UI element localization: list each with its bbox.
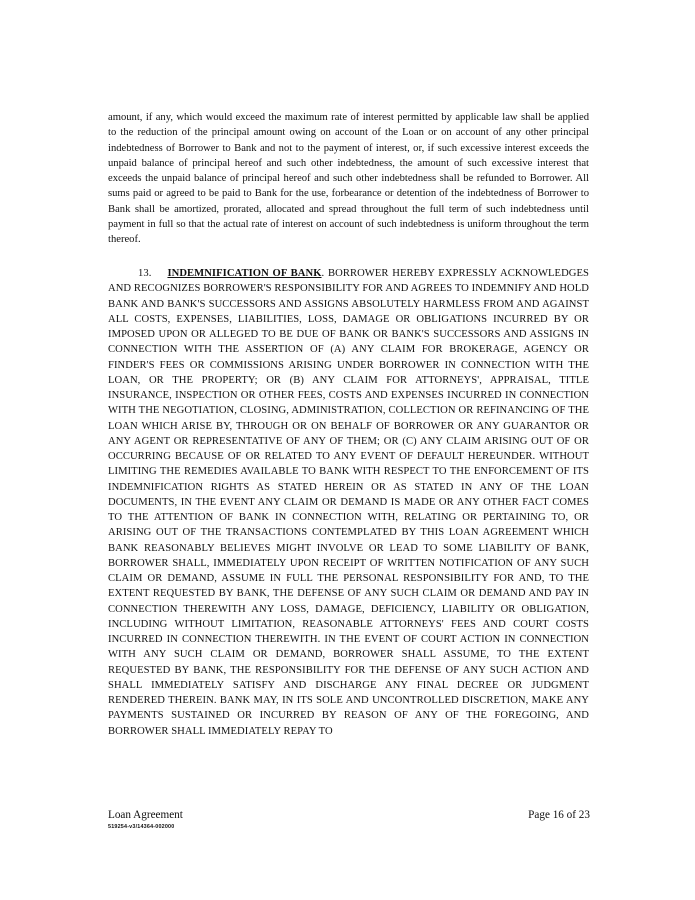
section-13-paragraph xyxy=(108,266,589,739)
section-title: INDEMNIFICATION OF BANK xyxy=(167,268,322,279)
continued-paragraph: amount, if any, which would exceed the maximum rate of interest permitted by applicable law shall be applied to the reduction of the principal amount owing on account of the Loan or on account of any other principal indebtedness of Borrower to Bank and not to the payment of interest, or, if such excessive interest exceeds the unpaid balance of principal hereof and such other indebtedness, the amount of such excessive interest that exceeds the unpaid balance of principal hereof and such other indebtedness shall be refunded to Borrower. All sums paid or agreed to be paid to Bank for the use, forbearance or detention of the indebtedness of Borrower to Bank shall be amortized, prorated, allocated and spread throughout the full term of such indebtedness until payment in full so that the actual rate of interest on account of such indebtedness is uniform throughout the term thereof. xyxy=(108,112,589,246)
section-body: BORROWER HEREBY EXPRESSLY ACKNOWLEDGES AND RECOGNIZES BORROWER'S RESPONSIBILITY FOR AND AGREES TO INDEMNIFY AND HOLD BANK AND BANK'S SUCCESSORS AND ASSIGNS ABSOLUTELY HARMLESS FROM AND AGAINST ALL COSTS, EXPENSES, LIABILITIES, LOSS, DAMAGE OR OBLIGATIONS INCURRED BY OR IMPOSED UPON OR ALLEGED TO BE DUE OF BANK OR BANK'S SUCCESSORS AND ASSIGNS IN CONNECTION WITH THE ASSERTION OF (A) ANY CLAIM FOR BROKERAGE, AGENCY OR FINDER'S FEES OR COMMISSIONS ARISING UNDER BORROWER IN CONNECTION WITH THE LOAN, OR THE PROPERTY; OR (B) ANY CLAIM FOR ATTORNEYS', APPRAISAL, TITLE INSURANCE, INSPECTION OR OTHER FEES, COSTS AND EXPENSES INCURRED IN CONNECTION WITH THE NEGOTIATION, CLOSING, ADMINISTRATION, COLLECTION OR REFINANCING OF THE LOAN WHICH ARISE BY, THROUGH OR ON BEHALF OF BORROWER OR ANY GUARANTOR OR ANY AGENT OR REPRESENTATIVE OF ANY OF THEM; OR (C) ANY CLAIM ARISING OUT OF OR OCCURRING BECAUSE OF OR RELATED TO ANY EVENT OF DEFAULT HEREUNDER. WITHOUT LIMITING THE REMEDIES AVAILABLE TO BANK WITH RESPECT TO THE ENFORCEMENT OF ITS INDEMNIFICATION RIGHTS AS STATED HEREIN OR AS STATED IN ANY OF THE LOAN DOCUMENTS, IN THE EVENT ANY CLAIM OR DEMAND IS MADE OR ANY OTHER FACT COMES TO THE ATTENTION OF BANK IN CONNECTION WITH, RELATING OR PERTAINING TO, OR ARISING OUT OF THE TRANSACTIONS CONTEMPLATED BY THIS LOAN AGREEMENT WHICH BANK REASONABLY BELIEVES MIGHT INVOLVE OR LEAD TO SOME LIABILITY OF BANK, BORROWER SHALL, IMMEDIATELY UPON RECEIPT OF WRITTEN NOTIFICATION OF ANY SUCH CLAIM OR DEMAND, ASSUME IN FULL THE PERSONAL RESPONSIBILITY FOR AND, TO THE EXTENT REQUESTED BY BANK, THE DEFENSE OF ANY SUCH CLAIM OR DEMAND AND PAY IN CONNECTION THEREWITH ANY LOSS, DAMAGE, DEFICIENCY, LIABILITY OR OBLIGATION, INCLUDING WITHOUT LIMITATION, REASONABLE ATTORNEYS' FEES AND COURT COSTS INCURRED IN CONNECTION THEREWITH. IN THE EVENT OF COURT ACTION IN CONNECTION WITH ANY SUCH CLAIM OR DEMAND, BORROWER SHALL ASSUME, TO THE EXTENT REQUESTED BY BANK, THE RESPONSIBILITY FOR THE DEFENSE OF ANY SUCH ACTION AND SHALL IMMEDIATELY SATISFY AND DISCHARGE ANY FINAL DECREE OR JUDGMENT RENDERED THEREIN. BANK MAY, IN ITS SOLE AND UNCONTROLLED DISCRETION, MAKE ANY PAYMENTS SUSTAINED OR INCURRED BY REASON OF ANY OF THE FOREGOING, AND BORROWER SHALL IMMEDIATELY REPAY TO xyxy=(108,268,589,737)
footer-page-number: Page 16 of 23 xyxy=(528,809,590,821)
section-title-period: . xyxy=(321,268,325,279)
footer-document-title: Loan Agreement xyxy=(108,809,183,821)
footer-document-code: 519254-v3/14364-002000 xyxy=(108,824,175,830)
section-number: 13. xyxy=(138,268,152,279)
